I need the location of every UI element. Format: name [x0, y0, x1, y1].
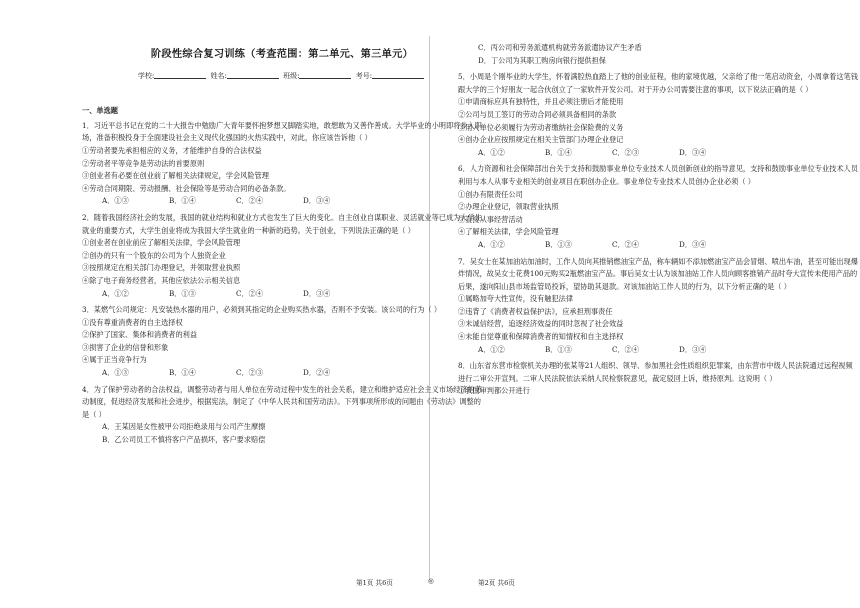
page-number-left: 第1页 共6页	[356, 579, 393, 587]
choice-c[interactable]: C．②④	[612, 239, 640, 249]
question-4	[82, 384, 482, 447]
question-3	[82, 304, 482, 380]
answer-choices	[82, 195, 482, 208]
answer-choices	[458, 147, 858, 160]
class-field[interactable]	[299, 70, 351, 79]
statement: ②违背了《消费者权益保护法》，应承担刑事责任	[458, 306, 613, 316]
exam-no-field[interactable]	[372, 70, 424, 79]
choice-c[interactable]: C．丙公司和劳务派遣机构就劳务派遣协议产生矛盾	[478, 43, 642, 52]
choice-d[interactable]: D．②④	[303, 368, 331, 378]
question-6	[458, 163, 858, 251]
statement: ①没有尊重消费者的自主选择权	[82, 317, 183, 327]
choice-c[interactable]: C．②④	[236, 288, 264, 298]
question-stem: 6．人力资源和社会保障部出台关于支持和鼓励事业单位专业技术人员创新创业的指导意见，支持和鼓励事业单位专业技术人员利用与本人从事专业相关的创业项目在职创办企业。事业单位专业技术人员创办企业必须（ ）	[458, 164, 858, 186]
statement: ③用人单位必须履行为劳动者缴纳社会保险费的义务	[458, 122, 624, 132]
class-label: 班级:	[283, 71, 300, 80]
statement: ②保护了国家、集体和消费者的利益	[82, 330, 198, 340]
choice-a[interactable]: A．①②	[478, 344, 505, 354]
statement: ②劳动者平等竞争是劳动法的首要原则	[82, 158, 205, 168]
statement: ②办理企业登记，领取营业执照	[458, 202, 559, 212]
choice-a[interactable]: A．①③	[102, 196, 129, 206]
school-label: 学校:	[137, 71, 155, 80]
right-column	[458, 0, 858, 398]
choice-a[interactable]: A．①③	[102, 368, 129, 378]
student-info	[82, 70, 482, 83]
choice-a[interactable]: A．①②	[102, 288, 129, 298]
choice-a[interactable]: A．①②	[478, 239, 505, 249]
question-stem: 7．吴女士在某加油站加油时，工作人员向其推销燃油宝产品，称车辆如不添加燃油宝产品会冒烟、喷出车油，甚至可能出现爆炸情况，故吴女士花费100元购买2瓶燃油宝产品。事后吴女士认为该加油站工作人员向顾客推销产品时夸大宣传未使用产品的后果，遂向阳山县市场监管局投诉，望协助其退款。对该加油站工作人员的行为，以下分析正确的是（ ）	[458, 256, 858, 291]
statement: ①创办有限责任公司	[458, 189, 523, 199]
answer-choices	[458, 239, 858, 252]
choice-d[interactable]: D．③④	[303, 288, 331, 298]
question-4-continued	[458, 42, 858, 67]
answer-choices	[458, 344, 858, 357]
question-5	[458, 71, 858, 159]
choice-b[interactable]: B．①③	[169, 288, 196, 298]
choice-b[interactable]: B．①④	[169, 196, 196, 206]
question-stem: 8．山东省东营市检察机关办理的张某等21人组织、领导、参加黑社会性质组织犯罪案，由东营市中级人民法院通过远程视频进行二审公开宣判。二审人民法院依法采纳人民检察院意见，裁定驳回上诉，维持原判。这说明（ ）	[458, 361, 853, 383]
choice-d[interactable]: D．③④	[303, 196, 331, 206]
statement: ③未诚信经营，追逐经济效益的同时忽视了社会效益	[458, 319, 624, 329]
section-heading: 一、单选题	[82, 106, 118, 116]
choice-b[interactable]: B．①③	[545, 239, 572, 249]
choice-c[interactable]: C．②④	[612, 344, 640, 354]
statement: ①劳动者要先承担相应的义务，才能维护自身的合法权益	[82, 145, 262, 155]
statement: ④劳动合同期限、劳动报酬、社会保险等是劳动合同的必备条款。	[82, 183, 291, 193]
choice-a[interactable]: A．①②	[478, 147, 505, 157]
question-stem: 1．习近平总书记在党的二十大报告中勉励广大青年要怀抱梦想又脚踏实地，敢想敢为又善作善成。大学毕业的小明即将步入职场，准备积极投身于全面建设社会主义现代化强国的火热实践中，对此，你应该告诉他（ ）	[82, 120, 482, 143]
statement: ①我国审判都公开进行	[458, 386, 530, 396]
choice-d[interactable]: D．③④	[679, 147, 707, 157]
statement: ④属于正当竞争行为	[82, 355, 147, 365]
question-stem: 2．随着我国经济社会的发展，我国的就业结构和就业方式也发生了巨大的变化。自主创业自谋职业、灵活就业等已成为大学生就业的重要方式，大学生创业将成为我国大学生就业的一种新的趋势。关于创业，下列说法正确的是（ ）	[82, 212, 482, 235]
answer-choices	[82, 367, 482, 380]
choice-c[interactable]: C．②④	[236, 196, 264, 206]
statement: ④除了电子商务经营者，其他应依法公示相关信息	[82, 275, 241, 285]
name-field[interactable]	[227, 70, 279, 79]
name-label: 姓名:	[210, 71, 227, 80]
choice-c[interactable]: C．②③	[236, 368, 264, 378]
choice-b[interactable]: B．①④	[545, 147, 572, 157]
question-1	[82, 120, 482, 208]
question-2	[82, 212, 482, 300]
choice-d[interactable]: D．③④	[679, 344, 707, 354]
question-stem: 3．某燃气公司规定：凡安装热水器的用户，必须到其指定的企业购买热水器，否则不予安装。该公司的行为（ ）	[82, 305, 442, 315]
statement: ①属略加夸大性宣传，没有触犯法律	[458, 294, 574, 304]
statement: ③按照规定在相关部门办理登记，并领取营业执照	[82, 263, 241, 273]
statement: ①申请商标应具有独特性，并且必须注册后才能使用	[458, 97, 624, 107]
choice-c[interactable]: C．②③	[612, 147, 640, 157]
question-stem: 5．小周是个刚毕业的大学生，怀着满腔热血踏上了他的创业征程，他的家境优越，父亲给了他一笔启动资金，小周拿着这笔钱跟大学的三个好朋友一起合伙创立了一家软件开发公司。对于开办公司需要注意的事项，以下说法正确的是（ ）	[458, 72, 858, 94]
left-column	[82, 0, 482, 447]
page-number-right: 第2页 共6页	[478, 579, 515, 587]
answer-choices	[82, 288, 482, 301]
question-7	[458, 256, 858, 357]
question-stem: 4．为了保护劳动者的合法权益，调整劳动者与用人单位在劳动过程中发生的社会关系，建立和维护适应社会主义市场经济的劳动制度，促进经济发展和社会进步，根据宪法，制定了《中华人民共和国劳动法》。下列事项所形成的问题由《劳动法》调整的是（ ）	[82, 384, 482, 419]
choice-d[interactable]: D．丁公司为其职工购房向银行提供担保	[478, 55, 606, 65]
school-field[interactable]	[154, 70, 206, 79]
statement: ④未能自觉尊重和保障消费者的知情权和自主选择权	[458, 332, 624, 342]
statement: ④了解相关法律，学会风险管理	[458, 227, 559, 237]
exam-no-label: 考号:	[355, 71, 373, 80]
statement: ③损害了企业的信誉和形象	[82, 342, 169, 352]
statement: ④创办企业应按照规定在相关主管部门办理企业登记	[458, 135, 624, 145]
statement: ②公司与员工签订的劳动合同必须具备相同的条款	[458, 109, 617, 119]
statement: ②创办的只有一个股东的公司为个人独资企业	[82, 250, 226, 260]
statement: ①创业者在创业前应了解相关法律，学会风险管理	[82, 238, 241, 248]
question-8	[458, 360, 858, 398]
choice-a[interactable]: A．王某因是女性被甲公司拒绝录用与公司产生摩擦	[102, 422, 266, 432]
choice-b[interactable]: B．①③	[545, 344, 572, 354]
choice-b[interactable]: B．乙公司员工不慎将客户产品损坏，客户要求赔偿	[102, 435, 266, 445]
statement: ③创业者有必要在创业前了解相关法律规定，学会风险管理	[82, 171, 269, 181]
choice-d[interactable]: D．③④	[679, 239, 707, 249]
binding-mark-icon: ◎	[428, 577, 434, 585]
page-title: 阶段性综合复习训练（考查范围：第二单元、第三单元）	[150, 49, 414, 60]
choice-b[interactable]: B．①④	[169, 368, 196, 378]
statement: ③直接从事经营活动	[458, 214, 523, 224]
